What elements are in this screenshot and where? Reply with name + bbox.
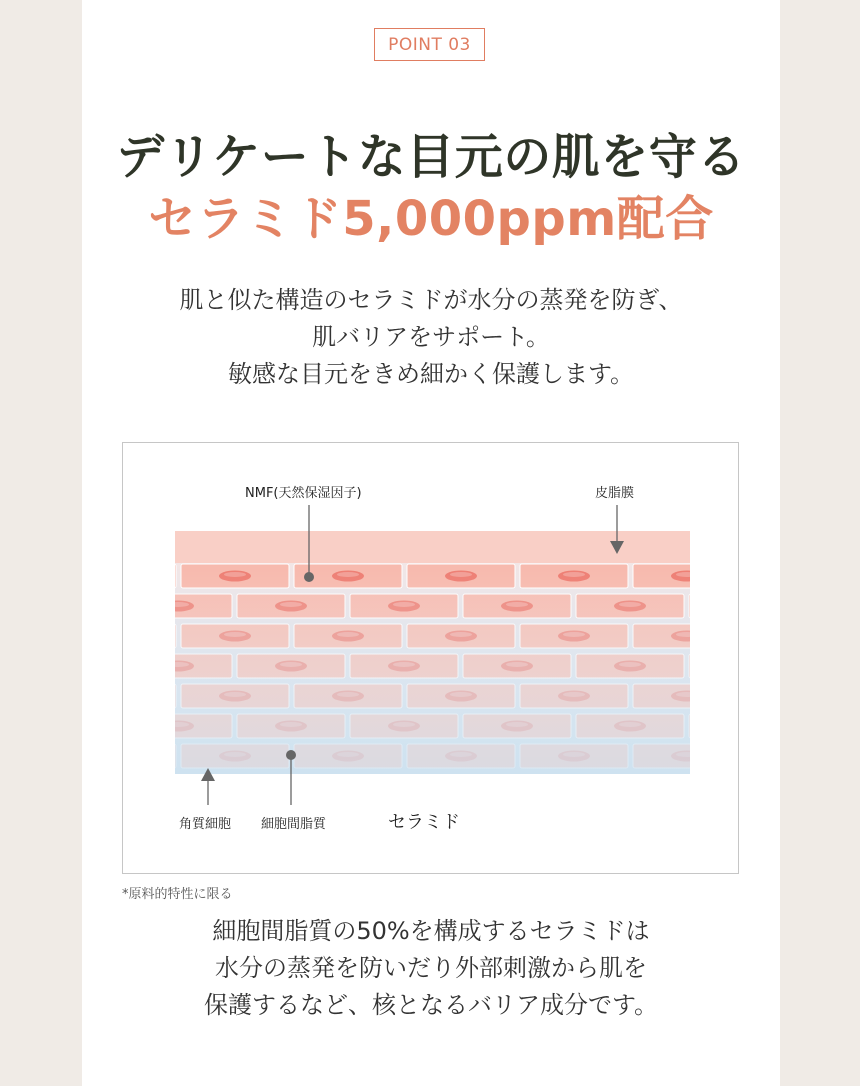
cell-nucleus	[727, 661, 740, 672]
corneocyte-cell	[689, 654, 740, 678]
corneocyte-cell	[689, 714, 740, 738]
cell-body	[689, 654, 740, 678]
cell-body	[123, 744, 176, 768]
cell-body	[123, 684, 176, 708]
content-panel	[82, 0, 780, 1086]
cell-nucleus	[123, 571, 138, 582]
nucleus-highlight	[123, 632, 133, 637]
cell-body	[123, 564, 176, 588]
nucleus-highlight	[123, 572, 133, 577]
cell-body	[689, 594, 740, 618]
corneocyte-cell	[689, 594, 740, 618]
nucleus-highlight	[123, 752, 133, 757]
headline-primary: デリケートな目元の肌を守る	[116, 129, 746, 185]
footnote: *原料的特性に限る	[122, 887, 233, 902]
body-text	[82, 913, 780, 1024]
nmf-pointer-dot	[304, 572, 314, 582]
point-badge: POINT 03	[374, 28, 485, 61]
lead-line: 肌と似た構造のセラミドが水分の蒸発を防ぎ、	[179, 286, 683, 314]
sebum-film	[175, 531, 690, 563]
nucleus-highlight	[732, 602, 740, 607]
ceramide-label: セラミド	[388, 812, 460, 833]
skin-barrier-diagram	[122, 442, 739, 874]
corneocyte-cell	[123, 684, 176, 708]
body-line: 保護するなど、核となるバリア成分です。	[203, 991, 659, 1019]
body-line: 細胞間脂質の50%を構成するセラミドは	[212, 917, 650, 945]
nucleus-highlight	[732, 662, 740, 667]
corneocyte-cell	[123, 624, 176, 648]
cell-body	[123, 624, 176, 648]
nmf-label: NMF(天然保湿因子)	[245, 486, 362, 501]
headline-accent: セラミド5,000ppm配合	[148, 191, 714, 247]
depth-fade	[175, 563, 690, 774]
lead-text	[82, 282, 780, 393]
cell-nucleus	[123, 631, 138, 642]
lead-line: 敏感な目元をきめ細かく保護します。	[227, 360, 635, 388]
corneocyte-label: 角質細胞	[179, 817, 232, 832]
cell-nucleus	[727, 721, 740, 732]
cell-nucleus	[727, 601, 740, 612]
nucleus-highlight	[732, 722, 740, 727]
cell-nucleus	[123, 751, 138, 762]
cell-nucleus	[123, 691, 138, 702]
sebum-label: 皮脂膜	[595, 486, 635, 501]
corneocyte-cell	[123, 744, 176, 768]
cell-body	[689, 714, 740, 738]
lead-line: 肌バリアをサポート。	[312, 323, 550, 351]
corneocyte-cell	[123, 564, 176, 588]
nucleus-highlight	[123, 692, 133, 697]
body-line: 水分の蒸発を防いだり外部刺激から肌を	[215, 954, 647, 982]
lipid-label: 細胞間脂質	[261, 817, 327, 832]
